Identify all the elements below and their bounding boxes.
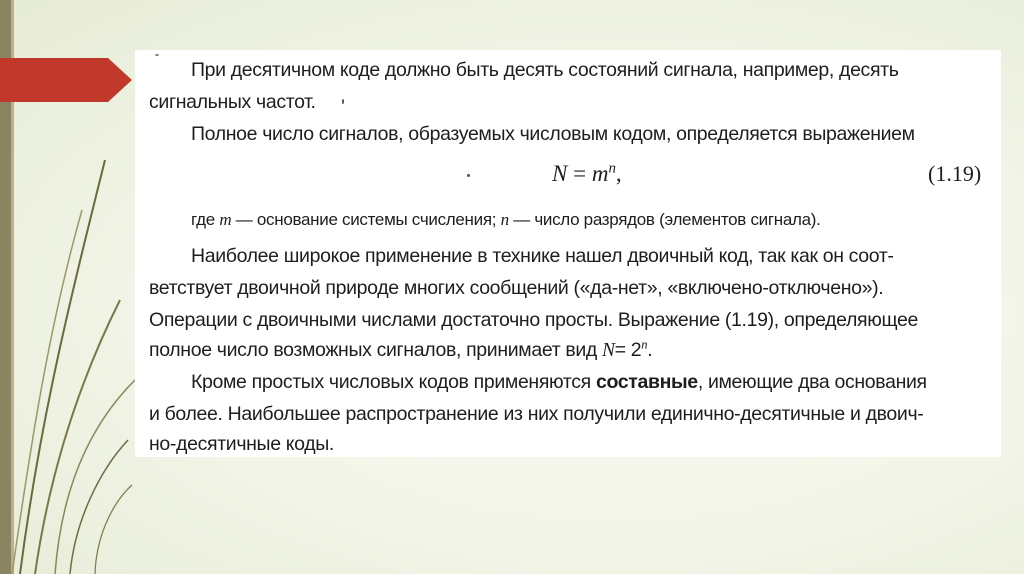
paragraph-3-line-2 [149, 276, 986, 300]
paragraph-4-line-3 [149, 432, 334, 456]
formula-comma: , [615, 161, 622, 186]
text-scan-card [135, 50, 1001, 457]
text-span: , имеющие два основания [697, 371, 927, 393]
text-span: — число разрядов (элементов сигнала). [508, 210, 821, 229]
bold-term: составные [595, 371, 698, 393]
paragraph-2-line-1 [191, 122, 986, 146]
text-span: Кроме простых числовых кодов применяются [191, 371, 596, 393]
formula-eq: = [567, 161, 592, 186]
where-line [191, 208, 821, 232]
text-span: = 2 [614, 339, 642, 361]
paragraph-3-line-1 [191, 244, 986, 268]
formula [552, 161, 622, 187]
paragraph-4-line-1 [191, 370, 986, 394]
paragraph-3-line-4 [149, 338, 652, 363]
text-span: но-десятичные коды. [149, 433, 334, 455]
text-span: где [191, 210, 220, 229]
text-span: полное число возможных сигналов, принимает вид [149, 339, 602, 361]
paragraph-1-line-1 [191, 58, 986, 82]
var-m: m [219, 210, 232, 229]
formula-N: N [552, 161, 568, 186]
text-span: Полное число сигналов, образуемых числовым кодом, определяется выражением [191, 123, 915, 145]
text-span: ветствует двоичной природе многих сообщений («да-нет», «включено-отключено»). [149, 277, 884, 299]
text-span: и более. Наибольшее распространение из них получили единично-десятичные и двоич- [149, 403, 924, 425]
paragraph-3-line-3 [149, 308, 986, 332]
text-span: При десятичном коде должно быть десять состояний сигнала, например, десять [191, 59, 899, 81]
var-N: N [602, 340, 615, 361]
text-span: Операции с двоичными числами достаточно просты. Выражение (1.19), определяющее [149, 309, 918, 331]
formula-exp: n [608, 160, 616, 177]
text-span: сигнальных частот. [149, 91, 316, 113]
text-span: — основание системы счисления; [231, 210, 501, 229]
equation-number: (1.19) [928, 161, 982, 186]
scan-speck [342, 99, 344, 104]
scan-speck [467, 174, 470, 177]
paragraph-1-line-2 [149, 90, 316, 114]
formula-m: m [591, 161, 609, 186]
text-span: . [647, 339, 653, 361]
scanned-text [135, 50, 1001, 457]
paragraph-4-line-2 [149, 402, 986, 426]
var-n: n [500, 210, 509, 229]
scan-speck [155, 54, 159, 56]
red-arrow-marker [0, 58, 132, 102]
var-n-exp: n [641, 337, 648, 352]
text-span: Наиболее широкое применение в технике нашел двоичный код, так как он соот- [191, 245, 894, 267]
